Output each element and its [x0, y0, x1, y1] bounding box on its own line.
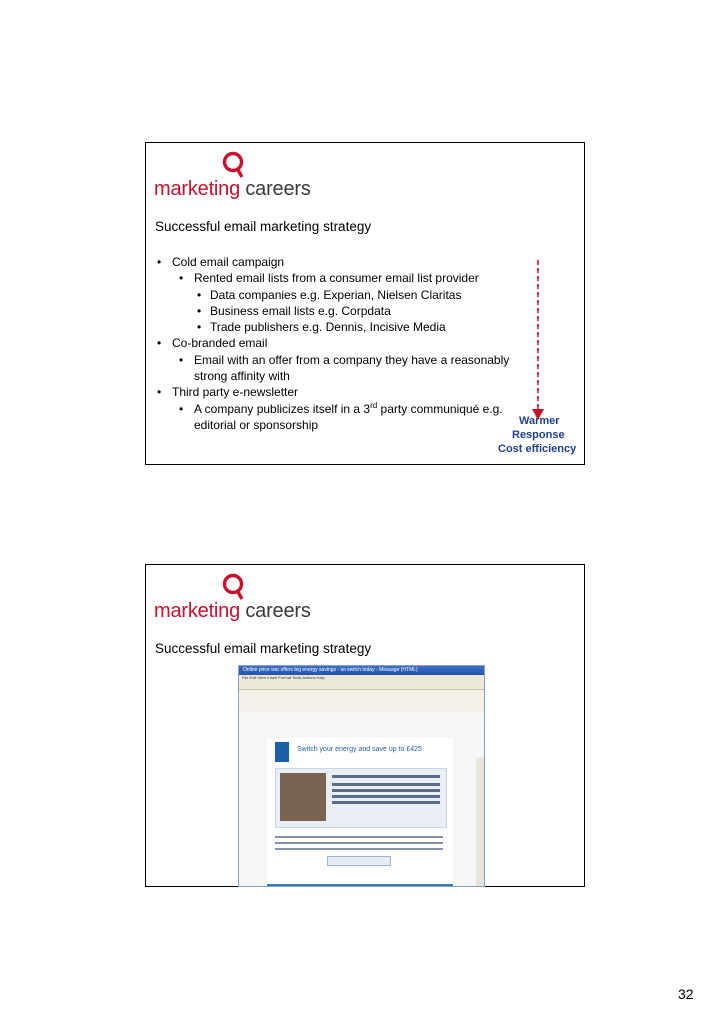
- bullet-item: • Email with an offer from a company they have a reasonably: [155, 352, 509, 368]
- compare-deals-button: [327, 856, 391, 866]
- logo-word-careers: careers: [245, 600, 311, 622]
- bullet-continuation: strong affinity with: [194, 369, 290, 384]
- scrollbar: [476, 758, 484, 886]
- slide-2: [145, 564, 585, 887]
- email-screenshot: [238, 665, 485, 887]
- message-body: [239, 712, 484, 886]
- bullet-superscript: rd: [370, 400, 378, 410]
- newsletter-feature: [275, 768, 447, 828]
- logo-word-careers: careers: [245, 178, 311, 200]
- logo-word-marketing: marketing: [154, 178, 241, 200]
- bullet-item: • Cold email campaign: [155, 254, 509, 270]
- bullet-list: [155, 254, 509, 433]
- section-bar: [267, 884, 453, 887]
- logo-circle-icon: [220, 151, 254, 181]
- feature-photo: [280, 773, 326, 821]
- warmer-arrow-icon: [532, 260, 544, 420]
- toolbar: [239, 681, 484, 690]
- body-text-lines: [275, 836, 443, 838]
- slide-title: Successful email marketing strategy: [155, 641, 372, 656]
- label-cost-efficiency: Cost efficiency: [498, 443, 577, 455]
- newsletter: [267, 738, 453, 887]
- marketing-careers-logo: [154, 573, 314, 633]
- bullet-item: • Rented email lists from a consumer email list provider: [155, 270, 509, 286]
- bullet-item: • Trade publishers e.g. Dennis, Incisive Media: [155, 319, 509, 335]
- window-title: Online price war offers big energy savings - so switch today - Message (HTML): [239, 666, 484, 675]
- slide-1: [145, 142, 585, 465]
- bullet-item: • Third party e-newsletter: [155, 384, 509, 400]
- menu-bar: File Edit View Insert Format Tools Actions Help: [239, 675, 484, 681]
- marketing-careers-logo: [154, 151, 314, 211]
- logo-text: [154, 600, 311, 623]
- bullet-item: [155, 401, 509, 417]
- bullet-item: • Co-branded email: [155, 335, 509, 351]
- bullet-item: • Business email lists e.g. Corpdata: [155, 303, 509, 319]
- bullet-continuation: editorial or sponsorship: [194, 417, 319, 432]
- brand-logo-icon: [275, 742, 289, 762]
- label-response: Response: [512, 429, 565, 441]
- message-header: [239, 690, 484, 713]
- logo-circle-icon: [220, 573, 254, 603]
- feature-text-lines: [332, 775, 440, 778]
- bullet-text: A company publicizes itself in a 3: [194, 401, 371, 416]
- newsletter-banner: Switch your energy and save up to £425: [297, 746, 422, 753]
- logo-text: [154, 178, 311, 201]
- bullet-text: party communiqué e.g.: [377, 401, 503, 416]
- logo-word-marketing: marketing: [154, 600, 241, 622]
- slide-title: Successful email marketing strategy: [155, 219, 372, 234]
- label-warmer: Warmer: [519, 415, 560, 427]
- bullet-item: • Data companies e.g. Experian, Nielsen Claritas: [155, 287, 509, 303]
- page-number: 32: [678, 986, 694, 1002]
